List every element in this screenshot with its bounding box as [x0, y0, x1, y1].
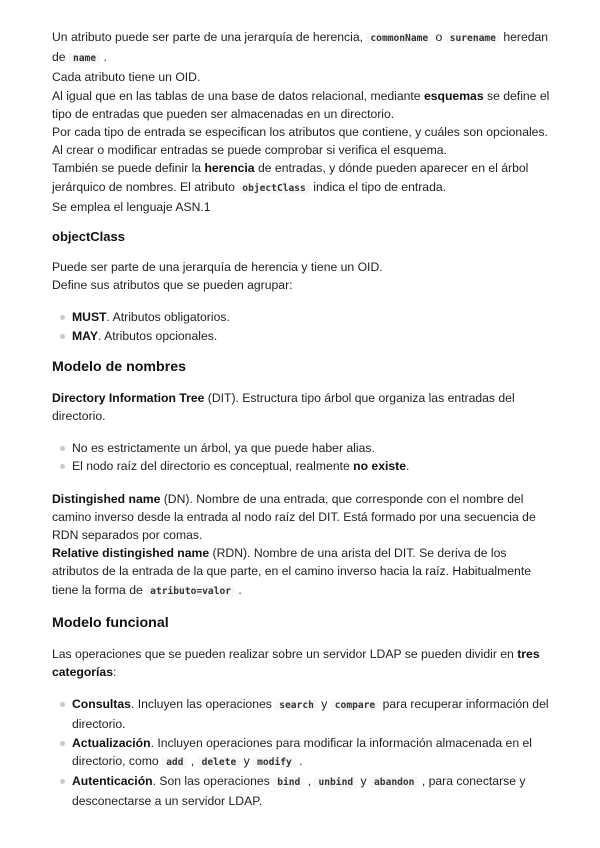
code-atributo-valor: atributo=valor [146, 586, 235, 597]
bold-dit: Directory Information Tree [52, 390, 205, 405]
code-modify: modify [253, 757, 296, 768]
intro-line-herencia [52, 159, 552, 197]
intro-section [52, 28, 552, 216]
bold-actualizacion: Actualización [72, 735, 151, 750]
objectclass-list [52, 308, 552, 344]
list-item-must [52, 308, 552, 326]
objectclass-p1: Puede ser parte de una jerarquía de herencia y tiene un OID. [52, 260, 383, 275]
text: . Atributos opcionales. [97, 328, 218, 343]
code-delete: delete [198, 757, 241, 768]
list-item-consultas [52, 695, 552, 733]
text: y [357, 774, 371, 789]
intro-line-asn1: Se emplea el lenguaje ASN.1 [52, 199, 211, 214]
text: de entradas, y dónde pueden aparecer en el árbol jerárquico de nombres. El atributo [52, 161, 529, 194]
heading-objectclass: objectClass [52, 229, 125, 245]
code-unbind: unbind [314, 777, 357, 788]
text: (RDN). Nombre de una arista del DIT. Se deriva de los atributos de la entrada de la que parte, en el camino inverso hacia la raíz. Habitualmente tiene la forma de [52, 546, 531, 597]
bold-esquemas: esquemas [423, 88, 484, 103]
code-compare: compare [331, 700, 379, 711]
intro-line-verify: Al crear o modificar entradas se puede comprobar si verifica el esquema. [52, 143, 447, 158]
text: : [112, 665, 117, 680]
code-bind: bind [273, 777, 304, 788]
list-item-may [52, 327, 552, 345]
text: . Atributos obligatorios. [106, 310, 230, 325]
text: No es estrictamente un árbol, ya que puede haber alias. [72, 441, 375, 456]
text: El nodo raíz del directorio es conceptual, realmente [72, 459, 354, 474]
text: . [235, 582, 242, 597]
text: indica el tipo de entrada. [309, 179, 447, 194]
functional-list [52, 695, 552, 810]
intro-line-oid: Cada atributo tiene un OID. [52, 70, 201, 85]
text: y [240, 753, 254, 768]
list-item-root [52, 457, 552, 475]
text: . Incluyen las operaciones [130, 697, 276, 712]
text: . Incluyen operaciones para modificar la información almacenada en el directorio, como [72, 735, 532, 768]
bold-tres-categorias: tres categorías [52, 646, 540, 680]
intro-line-inheritance [52, 28, 552, 68]
text: Las operaciones que se pueden realizar sobre un servidor LDAP se pueden dividir en [52, 646, 518, 661]
text: se define el tipo de entradas que pueden ser almacenadas en un directorio. [52, 88, 550, 121]
bold-dn: Distingished name [52, 491, 161, 506]
list-item-autenticacion [52, 772, 552, 810]
code-surename: surename [446, 33, 500, 44]
text: o [432, 30, 446, 44]
list-item-actualizacion [52, 734, 552, 772]
rdn-paragraph [52, 544, 552, 601]
list-item-alias [52, 439, 552, 457]
intro-line-schemas [52, 87, 552, 123]
text: También se puede definir la [52, 161, 205, 176]
bold-autenticacion: Autenticación [72, 774, 153, 789]
text: , [187, 753, 198, 768]
heading-modelo-funcional: Modelo funcional [52, 614, 169, 631]
text: , [304, 774, 315, 789]
code-search: search [275, 700, 318, 711]
code-name: name [69, 53, 100, 64]
text: Al igual que en las tablas de una base de datos relacional, mediante [52, 88, 424, 103]
dit-paragraph [52, 389, 552, 425]
text: , para conectarse y desconectarse a un servidor LDAP. [72, 774, 526, 809]
document-page [52, 28, 552, 811]
bold-may: MAY [72, 328, 98, 343]
text: . [406, 459, 410, 474]
text: heredan de [52, 30, 549, 65]
objectclass-p2: Define sus atributos que se pueden agrupar: [52, 278, 293, 293]
bold-must: MUST [72, 310, 107, 325]
text: (DN). Nombre de una entrada, que corresponde con el nombre del camino inverso desde la entrada al nodo raíz del DIT. Está formado por una secuencia de RDN separados por comas. [52, 491, 536, 543]
code-abandon: abandon [370, 777, 418, 788]
dn-paragraph [52, 490, 552, 545]
bold-herencia: herencia [204, 161, 255, 176]
heading-modelo-de-nombres: Modelo de nombres [52, 358, 187, 375]
dit-list [52, 439, 552, 475]
code-commonname: commonName [366, 33, 432, 44]
text: . [295, 753, 303, 768]
text: (DIT). Estructura tipo árbol que organiza las entradas del directorio. [52, 390, 515, 424]
code-objectclass: objectClass [238, 183, 310, 194]
text: . Son las operaciones [152, 774, 274, 789]
bold-no-existe: no existe [353, 459, 406, 474]
text: Un atributo puede ser parte de una jerarquía de herencia, [52, 30, 367, 44]
functional-paragraph [52, 645, 552, 681]
text: y [317, 697, 331, 712]
intro-line-attributes: Por cada tipo de entrada se especifican los atributos que contiene, y cuáles son opcionales. [52, 125, 548, 140]
code-add: add [162, 757, 187, 768]
text: . [100, 50, 107, 65]
bold-consultas: Consultas [72, 697, 131, 712]
text: para recuperar información del directorio. [72, 697, 549, 732]
bold-rdn: Relative distingished name [52, 546, 210, 561]
